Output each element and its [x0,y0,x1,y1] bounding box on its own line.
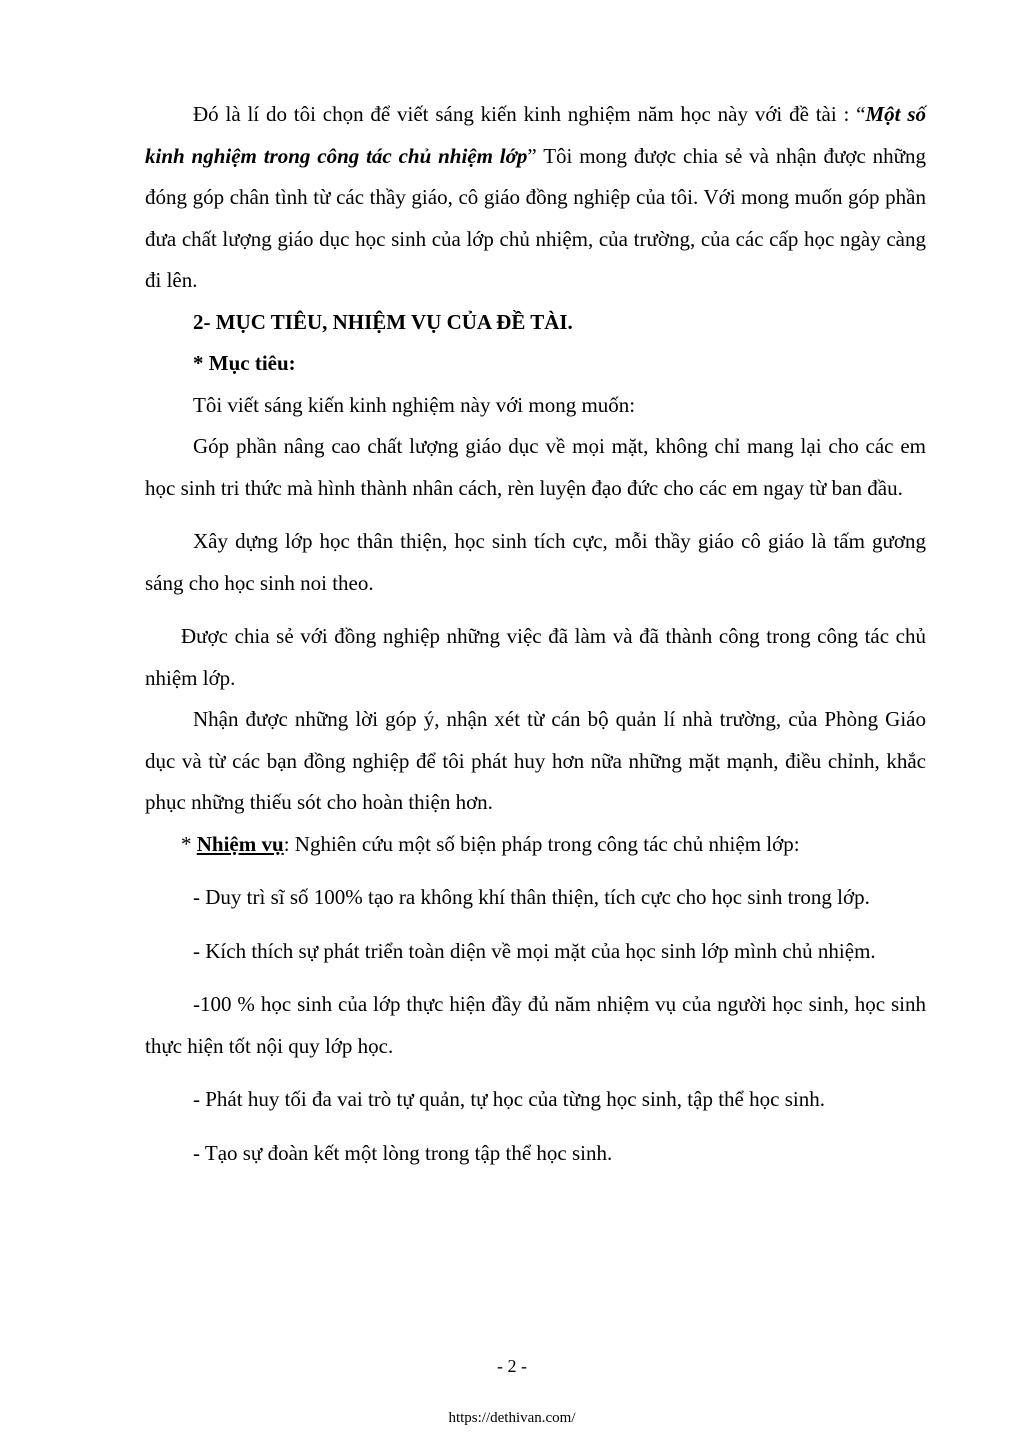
intro-text-start: Đó là lí do tôi chọn để viết sáng kiến kinh nghiệm năm học này với đề tài : “ [193,102,866,126]
goal-item: Được chia sẻ với đồng nghiệp những việc đã làm và đã thành công trong công tác chủ nhiệm lớp. [145,624,926,690]
page-number: - 2 - [497,1356,527,1376]
task-item: - Phát huy tối đa vai trò tự quản, tự học của từng học sinh, tập thể học sinh. [193,1087,825,1111]
intro-paragraph [145,94,926,302]
tasks-label: Nhiệm vụ [196,831,284,856]
goals-heading: * Mục tiêu: [193,351,296,375]
document-body [145,94,926,1174]
goal-item: Góp phần nâng cao chất lượng giáo dục về mọi mặt, không chỉ mang lại cho các em học sinh tri thức mà hình thành nhân cách, rèn luyện đạo đức cho các em ngay từ ban đầu. [145,434,926,500]
task-item: - Duy trì sĩ số 100% tạo ra không khí thân thiện, tích cực cho học sinh trong lớp. [193,885,870,909]
source-url: https://dethivan.com/ [448,1410,576,1426]
section-heading: 2- MỤC TIÊU, NHIỆM VỤ CỦA ĐỀ TÀI. [193,309,573,334]
task-item: -100 % học sinh của lớp thực hiện đầy đủ năm nhiệm vụ của người học sinh, học sinh thực hiện tốt nội quy lớp học. [145,992,926,1058]
goals-lead: Tôi viết sáng kiến kinh nghiệm này với mong muốn: [193,392,636,417]
tasks-text: : Nghiên cứu một số biện pháp trong công tác chủ nhiệm lớp: [283,831,800,856]
intro-text-end: ” Tôi mong được chia sẻ và nhận được những đóng góp chân tình từ các thầy giáo, cô giáo đồng nghiệp của tôi. Với mong muốn góp phần đưa chất lượng giáo dục học sinh của lớp chủ nhiệm, của trường, của các cấp học ngày càng đi lên. [145,143,927,292]
tasks-prefix: * [181,831,197,856]
task-item: - Kích thích sự phát triển toàn diện về mọi mặt của học sinh lớp mình chủ nhiệm. [193,938,876,963]
goal-item: Nhận được những lời góp ý, nhận xét từ cán bộ quản lí nhà trường, của Phòng Giáo dục và từ các bạn đồng nghiệp để tôi phát huy hơn nữa những mặt mạnh, điều chỉnh, khắc phục những thiếu sót cho hoàn thiện hơn. [145,707,926,814]
goal-item: Xây dựng lớp học thân thiện, học sinh tích cực, mỗi thầy giáo cô giáo là tấm gương sáng cho học sinh noi theo. [145,529,926,595]
topic-title: Một số kinh nghiệm trong công tác chủ nhiệm lớp [145,102,926,168]
tasks-paragraph [145,824,926,866]
task-item: - Tạo sự đoàn kết một lòng trong tập thể học sinh. [193,1140,613,1165]
